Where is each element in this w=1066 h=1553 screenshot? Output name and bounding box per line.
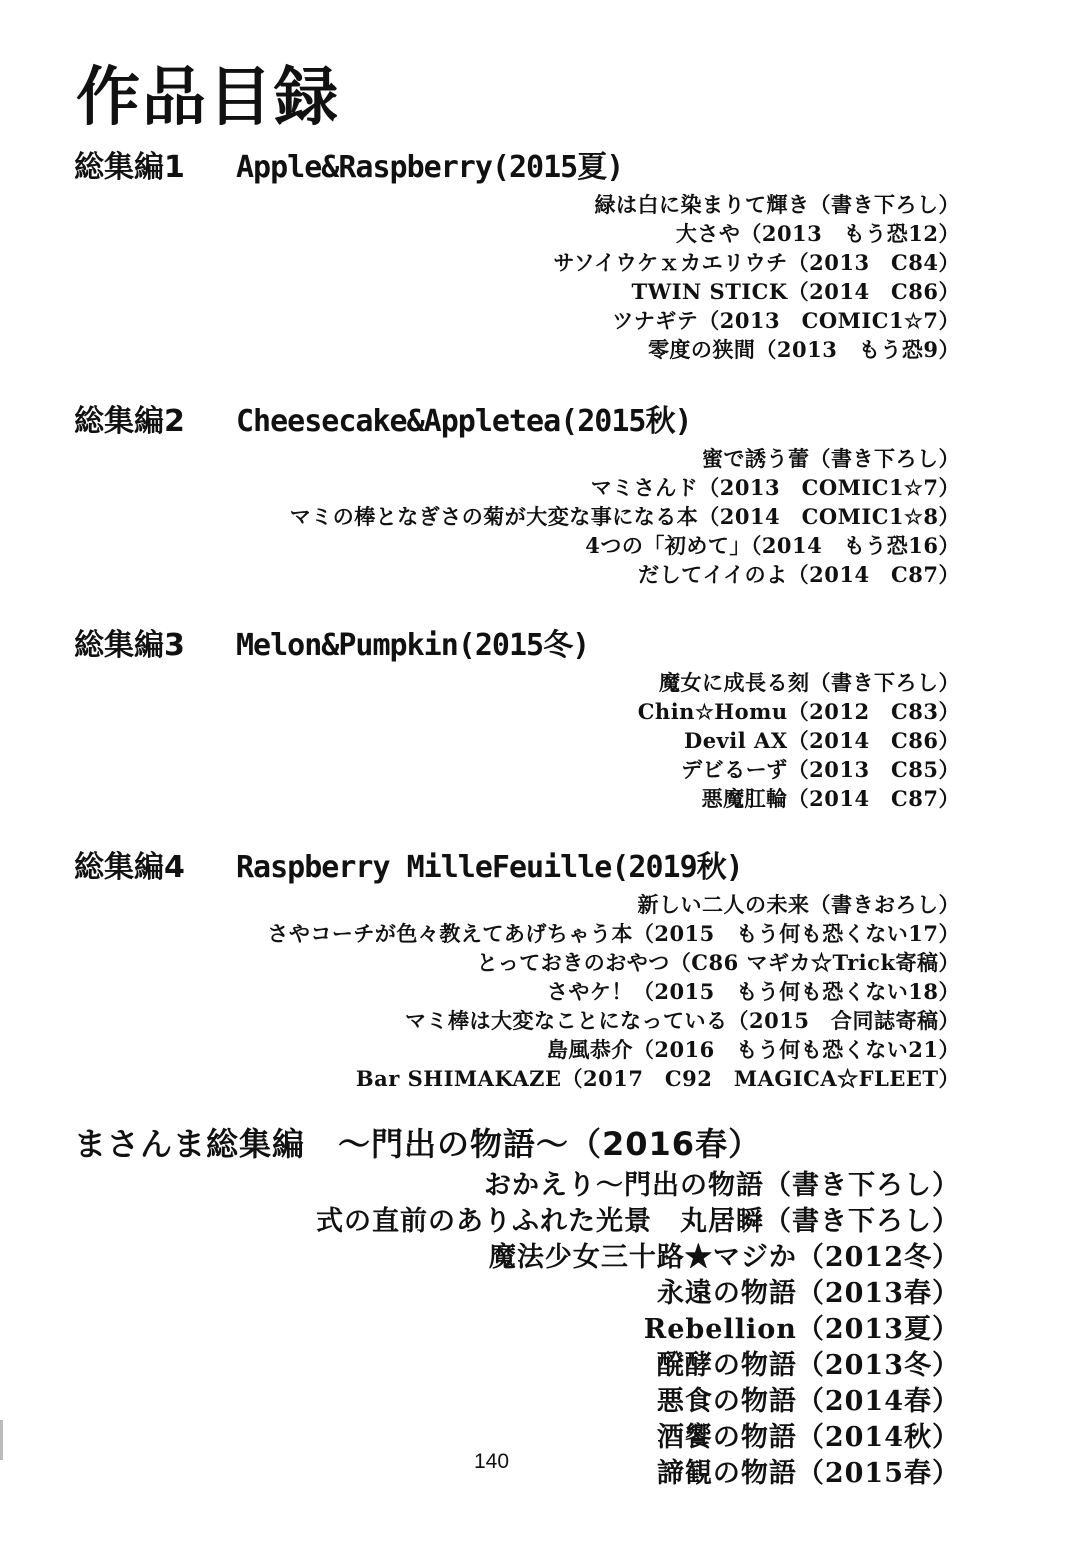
- section-label: まさんま総集編 ～門出の物語～（2016春）: [74, 1125, 762, 1163]
- list-item: とっておきのおやつ（C86 マギカ☆Trick寄稿）: [476, 950, 960, 975]
- section-heading: [0, 146, 1066, 190]
- section-label: 総集編3: [74, 628, 185, 663]
- list-item: Bar SHIMAKAZE（2017 C92 MAGICA☆FLEET）: [355, 1066, 960, 1091]
- entry-list: [0, 668, 1066, 813]
- page-title: 作品目録: [76, 61, 340, 135]
- section-heading: [0, 846, 1066, 890]
- page-number: 140: [474, 1450, 510, 1473]
- list-item: 醗酵の物語（2013冬）: [656, 1350, 960, 1381]
- list-item: 零度の狭間（2013 もう恐9）: [647, 337, 960, 362]
- list-item: おかえり～門出の物語（書き下ろし）: [484, 1170, 960, 1201]
- section-compilation-3: [0, 624, 1066, 813]
- list-item: Chin☆Homu（2012 C83）: [637, 699, 960, 724]
- list-item: Rebellion（2013夏）: [643, 1314, 960, 1345]
- list-item: 魔法少女三十路★マジか（2012冬）: [488, 1242, 960, 1273]
- list-item: TWIN STICK（2014 C86）: [631, 279, 960, 304]
- section-masanma-compilation: [0, 1120, 1066, 1492]
- section-label: 総集編4: [74, 850, 185, 885]
- list-item: さやケ！（2015 もう何も恐くない18）: [546, 979, 960, 1004]
- section-heading: [0, 1120, 1066, 1168]
- list-item: デビるーず（2013 C85）: [681, 757, 960, 782]
- section-title: Raspberry MilleFeuille(2019秋): [236, 850, 743, 885]
- list-item: マミの棒となぎさの菊が大変な事になる本（2014 COMIC1☆8）: [289, 504, 960, 529]
- list-item: だしてイイのよ（2014 C87）: [638, 562, 960, 587]
- section-title: Melon&Pumpkin(2015冬): [236, 628, 590, 663]
- section-label: 総集編2: [74, 404, 185, 439]
- scan-edge-mark: [0, 1420, 3, 1460]
- list-item: 魔女に成長る刻（書き下ろし）: [659, 670, 960, 695]
- list-item: 悪魔肛輪（2014 C87）: [701, 786, 960, 811]
- list-item: ツナギテ（2013 COMIC1☆7）: [612, 308, 960, 333]
- entry-list: [0, 1168, 1066, 1492]
- list-item: 島風恭介（2016 もう何も恐くない21）: [546, 1037, 960, 1062]
- section-label: 総集編1: [74, 150, 185, 185]
- list-item: 4つの「初めて」（2014 もう恐16）: [585, 533, 960, 558]
- list-item: 緑は白に染まりて輝き（書き下ろし）: [594, 192, 960, 217]
- list-item: サソイウケｘカエリウチ（2013 C84）: [553, 250, 960, 275]
- section-compilation-2: [0, 400, 1066, 589]
- section-heading: [0, 400, 1066, 444]
- section-title: Apple&Raspberry(2015夏): [236, 150, 624, 185]
- list-item: 永遠の物語（2013春）: [656, 1278, 960, 1309]
- section-heading: [0, 624, 1066, 668]
- list-item: さやコーチが色々教えてあげちゃう本（2015 もう何も恐くない17）: [267, 921, 960, 946]
- list-item: 蜜で誘う蕾（書き下ろし）: [702, 446, 960, 471]
- section-compilation-1: [0, 146, 1066, 364]
- list-item: 新しい二人の未来（書きおろし）: [637, 892, 960, 917]
- list-item: マミさんド（2013 COMIC1☆7）: [590, 475, 960, 500]
- list-item: マミ棒は大変なことになっている（2015 合同誌寄稿）: [405, 1008, 960, 1033]
- list-item: 酒饗の物語（2014秋）: [656, 1422, 960, 1453]
- list-item: 式の直前のありふれた光景 丸居瞬（書き下ろし）: [316, 1206, 960, 1237]
- entry-list: [0, 444, 1066, 589]
- entry-list: [0, 190, 1066, 364]
- list-item: 悪食の物語（2014春）: [656, 1386, 960, 1417]
- list-item: 諦観の物語（2015春）: [656, 1458, 960, 1489]
- list-item: Devil AX（2014 C86）: [683, 728, 960, 753]
- section-title: Cheesecake&Appletea(2015秋): [236, 404, 692, 439]
- list-item: 大さや（2013 もう恐12）: [675, 221, 960, 246]
- entry-list: [0, 890, 1066, 1093]
- section-compilation-4: [0, 846, 1066, 1093]
